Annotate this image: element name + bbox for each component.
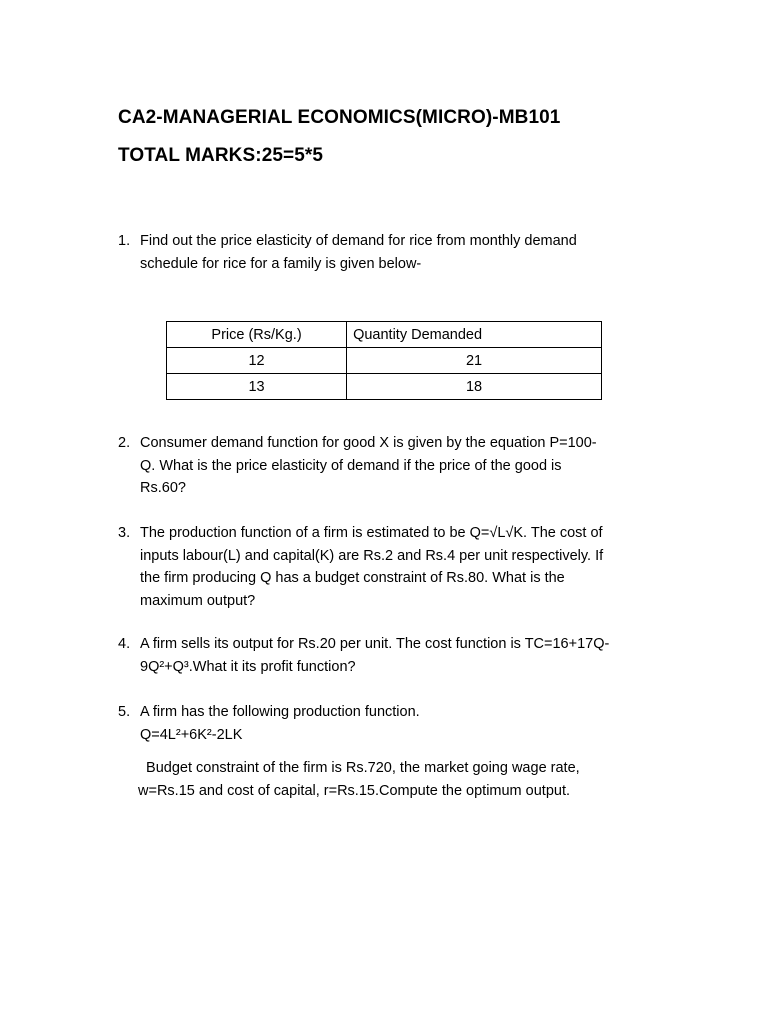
question-number: 5.: [118, 704, 131, 720]
question-5-continuation: [138, 757, 580, 802]
question-text-line: the firm producing Q has a budget constraint of Rs.80. What is the: [140, 570, 565, 586]
question-1: [118, 230, 678, 275]
question-text-line: Rs.60?: [140, 480, 186, 496]
question-text-line: maximum output?: [140, 592, 256, 609]
question-text-line: The production function of a firm is estimated to be Q=√L√K. The cost of: [140, 525, 603, 541]
question-text-line: 9Q²+Q³.What it its profit function?: [140, 658, 356, 675]
cell-quantity: 18: [347, 374, 602, 400]
question-text-line: A firm has the following production function.: [140, 704, 420, 720]
question-text-line: Find out the price elasticity of demand for rice from monthly demand: [140, 233, 577, 249]
question-number: 1.: [118, 233, 131, 249]
header-quantity: Quantity Demanded: [347, 322, 602, 348]
cell-price: 13: [167, 374, 347, 400]
demand-schedule-table: [166, 321, 602, 400]
table-header-row: [167, 322, 602, 348]
question-number: 3.: [118, 525, 131, 541]
question-text-line: inputs labour(L) and capital(K) are Rs.2 and Rs.4 per unit respectively. If: [140, 547, 604, 564]
question-text-line: schedule for rice for a family is given below-: [140, 255, 422, 272]
cell-quantity: 21: [347, 348, 602, 374]
course-title: CA2-MANAGERIAL ECONOMICS(MICRO)-MB101: [118, 107, 561, 128]
question-text-line: A firm sells its output for Rs.20 per unit. The cost function is TC=16+17Q-: [140, 636, 610, 652]
cell-price: 12: [167, 348, 347, 374]
question-text-line: Q. What is the price elasticity of demand if the price of the good is: [140, 457, 562, 474]
question-text-line: Budget constraint of the firm is Rs.720, the market going wage rate,: [138, 760, 580, 776]
question-4: [118, 633, 678, 678]
total-marks: TOTAL MARKS:25=5*5: [118, 145, 324, 166]
question-number: 4.: [118, 636, 131, 652]
header-price: Price (Rs/Kg.): [167, 322, 347, 348]
question-text-line: Consumer demand function for good X is given by the equation P=100-: [140, 435, 597, 451]
question-2: [118, 432, 678, 500]
question-5: [118, 701, 678, 746]
table-row: [167, 348, 602, 374]
question-number: 2.: [118, 435, 131, 451]
question-3: [118, 522, 678, 612]
table-row: [167, 374, 602, 400]
question-text-line: Q=4L²+6K²-2LK: [140, 726, 243, 743]
question-text-line: w=Rs.15 and cost of capital, r=Rs.15.Compute the optimum output.: [138, 782, 571, 799]
